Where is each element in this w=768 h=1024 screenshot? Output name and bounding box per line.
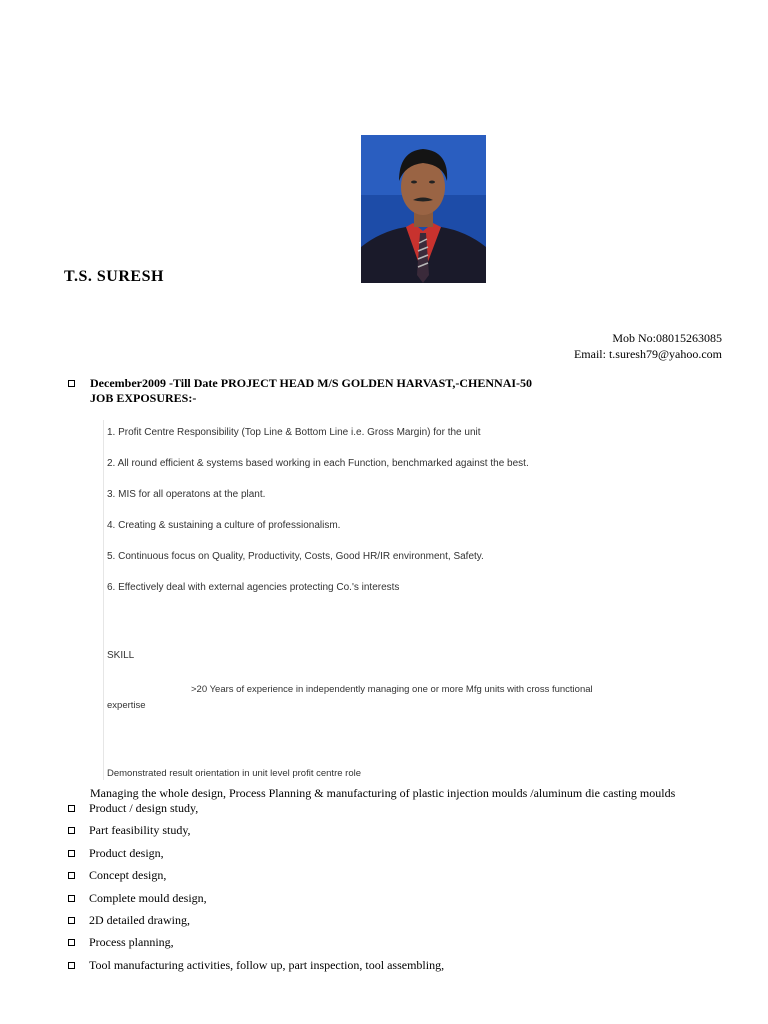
profile-photo — [361, 135, 486, 283]
skill-line: >20 Years of experience in independently managing one or more Mfg units with cross functional — [191, 684, 593, 695]
exposure-item: 3. MIS for all operatons at the plant. — [107, 489, 266, 500]
skill-heading: SKILL — [107, 650, 135, 661]
square-bullet-icon — [68, 850, 75, 857]
email-address: Email: t.suresh79@yahoo.com — [573, 347, 722, 361]
square-bullet-icon — [68, 939, 75, 946]
list-item-label: Part feasibility study, — [89, 823, 191, 837]
mobile-number: Mob No:08015263085 — [612, 331, 722, 345]
skill-line: expertise — [107, 700, 146, 711]
exposure-item: 5. Continuous focus on Quality, Productivity, Costs, Good HR/IR environment, Safety. — [107, 551, 484, 562]
list-item-label: Product design, — [89, 846, 164, 860]
skill-line: Demonstrated result orientation in unit level profit centre role — [107, 768, 361, 779]
exposure-item: 6. Effectively deal with external agencies protecting Co.'s interests — [107, 582, 400, 593]
square-bullet-icon — [68, 895, 75, 902]
square-bullet-icon — [68, 380, 75, 387]
design-summary: Managing the whole design, Process Planning & manufacturing of plastic injection moulds /aluminum die casting moulds — [90, 786, 676, 800]
candidate-name: T.S. SURESH — [64, 268, 164, 285]
job-heading — [90, 376, 532, 406]
square-bullet-icon — [68, 805, 75, 812]
job-title: December2009 -Till Date PROJECT HEAD M/S GOLDEN HARVAST,-CHENNAI-50 — [90, 376, 533, 390]
list-item-label: Product / design study, — [89, 801, 199, 815]
list-item-label: 2D detailed drawing, — [89, 913, 190, 927]
exposure-item: 2. All round efficient & systems based working in each Function, benchmarked against the best. — [107, 458, 529, 469]
job-exposures-heading: JOB EXPOSURES:- — [90, 391, 197, 405]
exposure-item: 1. Profit Centre Responsibility (Top Line & Bottom Line i.e. Gross Margin) for the unit — [107, 427, 481, 438]
inset-divider — [103, 420, 104, 780]
list-item-label: Concept design, — [89, 868, 167, 882]
contact-block — [574, 330, 722, 362]
exposure-item: 4. Creating & sustaining a culture of professionalism. — [107, 520, 341, 531]
square-bullet-icon — [68, 827, 75, 834]
list-item-label: Complete mould design, — [89, 891, 207, 905]
person-portrait-image — [361, 135, 486, 283]
square-bullet-icon — [68, 872, 75, 879]
square-bullet-icon — [68, 917, 75, 924]
square-bullet-icon — [68, 962, 75, 969]
list-item-label: Tool manufacturing activities, follow up, part inspection, tool assembling, — [89, 958, 445, 972]
list-item-label: Process planning, — [89, 935, 174, 949]
